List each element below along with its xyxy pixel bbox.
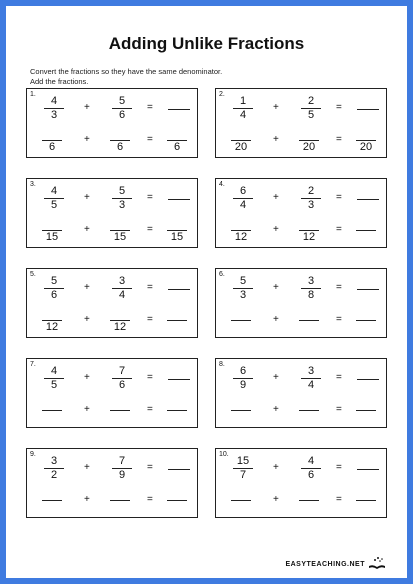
answer-fraction[interactable]: [166, 487, 188, 514]
numerator: 3: [307, 365, 315, 377]
answer-numerator-blank[interactable]: [41, 217, 63, 230]
answer-numerator-blank[interactable]: [230, 487, 252, 500]
answer-numerator-blank[interactable]: [355, 307, 377, 320]
fraction-b: [300, 185, 322, 212]
denominator: 3: [50, 109, 58, 121]
answer-numerator-blank[interactable]: [298, 127, 320, 140]
plus-sign: +: [273, 224, 279, 235]
answer-numerator-blank[interactable]: [355, 397, 377, 410]
plus-sign: +: [273, 192, 279, 203]
answer-numerator-blank[interactable]: [166, 127, 188, 140]
problem-number: 3.: [30, 181, 36, 188]
denominator: 4: [239, 109, 247, 121]
numerator: 2: [307, 95, 315, 107]
numerator: 2: [307, 185, 315, 197]
plus-sign: +: [84, 462, 90, 473]
plus-sign: +: [84, 192, 90, 203]
numerator: 3: [307, 275, 315, 287]
problem-number: 9.: [30, 451, 36, 458]
common-denominator: 12: [302, 231, 316, 243]
numerator: 4: [50, 95, 58, 107]
equals-sign: =: [336, 372, 342, 383]
fraction-a: [43, 365, 65, 392]
plus-sign: +: [84, 224, 90, 235]
denominator: 3: [239, 289, 247, 301]
worksheet-page: [6, 6, 407, 578]
common-denominator: [230, 321, 252, 334]
answer-numerator-blank[interactable]: [109, 217, 131, 230]
equals-sign: =: [147, 192, 153, 203]
denominator: 2: [50, 469, 58, 481]
answer-numerator-blank[interactable]: [41, 307, 63, 320]
answer-numerator-blank[interactable]: [166, 217, 188, 230]
problem-number: 2.: [219, 91, 225, 98]
fraction-b: [111, 455, 133, 482]
common-denominator: [109, 411, 131, 424]
common-denominator: 6: [116, 141, 124, 153]
plus-sign: +: [84, 404, 90, 415]
book-with-sparkles-icon: [367, 556, 387, 570]
equals-sign: =: [336, 462, 342, 473]
common-denominator: [298, 501, 320, 514]
plus-sign: +: [84, 102, 90, 113]
problem-number: 1.: [30, 91, 36, 98]
common-denominator: 15: [113, 231, 127, 243]
plus-sign: +: [273, 494, 279, 505]
answer-numerator-blank[interactable]: [166, 307, 188, 320]
fraction-a: [232, 185, 254, 212]
answer-fraction[interactable]: [230, 487, 252, 514]
plus-sign: +: [273, 372, 279, 383]
numerator: 1: [239, 95, 247, 107]
common-denominator: 20: [234, 141, 248, 153]
answer-numerator-blank[interactable]: [230, 397, 252, 410]
fraction-b: [300, 275, 322, 302]
equals-sign: =: [147, 462, 153, 473]
answer-fraction[interactable]: [355, 307, 377, 334]
equals-sign: =: [336, 494, 342, 505]
problem-box: [215, 268, 387, 338]
plus-sign: +: [273, 314, 279, 325]
numerator: 4: [307, 455, 315, 467]
answer-fraction[interactable]: [41, 217, 63, 244]
answer-fraction[interactable]: [166, 397, 188, 424]
numerator: 5: [239, 275, 247, 287]
common-denominator: [230, 411, 252, 424]
numerator: 4: [50, 185, 58, 197]
answer-fraction[interactable]: [41, 487, 63, 514]
common-denominator: 12: [113, 321, 127, 333]
fraction-a: [43, 185, 65, 212]
answer-line[interactable]: [168, 379, 190, 380]
plus-sign: +: [84, 314, 90, 325]
fraction-a: [232, 455, 254, 482]
plus-sign: +: [273, 404, 279, 415]
denominator: 9: [118, 469, 126, 481]
problem-number: 8.: [219, 361, 225, 368]
answer-line[interactable]: [357, 199, 379, 200]
fraction-a: [43, 275, 65, 302]
answer-numerator-blank[interactable]: [298, 307, 320, 320]
plus-sign: +: [84, 494, 90, 505]
common-denominator: [166, 411, 188, 424]
answer-fraction[interactable]: [166, 307, 188, 334]
answer-line[interactable]: [168, 109, 190, 110]
answer-fraction[interactable]: [109, 217, 131, 244]
denominator: 6: [50, 289, 58, 301]
answer-fraction[interactable]: [298, 487, 320, 514]
answer-numerator-blank[interactable]: [355, 127, 377, 140]
fraction-b: [300, 455, 322, 482]
answer-numerator-blank[interactable]: [109, 307, 131, 320]
answer-numerator-blank[interactable]: [166, 487, 188, 500]
answer-numerator-blank[interactable]: [230, 127, 252, 140]
equals-sign: =: [336, 192, 342, 203]
numerator: 5: [118, 95, 126, 107]
brand-logo-text: EASYTEACHING.NET: [285, 561, 365, 568]
numerator: 7: [118, 455, 126, 467]
common-denominator: 12: [234, 231, 248, 243]
answer-fraction[interactable]: [166, 217, 188, 244]
common-denominator: [355, 411, 377, 424]
equals-sign: =: [147, 224, 153, 235]
answer-fraction[interactable]: [230, 397, 252, 424]
answer-line[interactable]: [168, 469, 190, 470]
denominator: 6: [118, 109, 126, 121]
worksheet-title: Adding Unlike Fractions: [108, 34, 305, 53]
common-denominator: [109, 501, 131, 514]
answer-numerator-blank[interactable]: [109, 397, 131, 410]
problem-number: 10.: [219, 451, 229, 458]
numerator: 3: [50, 455, 58, 467]
fraction-a: [43, 95, 65, 122]
plus-sign: +: [273, 102, 279, 113]
plus-sign: +: [273, 462, 279, 473]
equals-sign: =: [336, 102, 342, 113]
common-denominator: 6: [173, 141, 181, 153]
problem-box: [26, 88, 198, 158]
answer-line[interactable]: [357, 379, 379, 380]
fraction-b: [111, 365, 133, 392]
equals-sign: =: [147, 314, 153, 325]
common-denominator: [41, 501, 63, 514]
plus-sign: +: [84, 372, 90, 383]
fraction-a: [232, 95, 254, 122]
problem-number: 6.: [219, 271, 225, 278]
denominator: 3: [307, 199, 315, 211]
numerator: 4: [50, 365, 58, 377]
denominator: 6: [307, 469, 315, 481]
answer-numerator-blank[interactable]: [298, 487, 320, 500]
instruction-line-1: Convert the fractions so they have the same denominator.: [30, 67, 223, 76]
equals-sign: =: [336, 404, 342, 415]
answer-numerator-blank[interactable]: [109, 127, 131, 140]
answer-numerator-blank[interactable]: [41, 127, 63, 140]
problem-box: [215, 88, 387, 158]
answer-fraction[interactable]: [355, 217, 377, 244]
answer-line[interactable]: [357, 289, 379, 290]
problem-box: [215, 178, 387, 248]
common-denominator: [41, 411, 63, 424]
answer-fraction[interactable]: [109, 397, 131, 424]
numerator: 15: [236, 455, 250, 467]
equals-sign: =: [147, 282, 153, 293]
common-denominator: 12: [45, 321, 59, 333]
instruction-line-2: Add the fractions.: [30, 77, 89, 86]
problem-box: [26, 268, 198, 338]
equals-sign: =: [336, 224, 342, 235]
equals-sign: =: [147, 372, 153, 383]
problem-box: [26, 178, 198, 248]
answer-fraction[interactable]: [41, 307, 63, 334]
fraction-b: [111, 275, 133, 302]
answer-fraction[interactable]: [166, 127, 188, 154]
denominator: 3: [118, 199, 126, 211]
equals-sign: =: [336, 314, 342, 325]
equals-sign: =: [147, 494, 153, 505]
numerator: 6: [239, 185, 247, 197]
answer-fraction[interactable]: [355, 487, 377, 514]
denominator: 8: [307, 289, 315, 301]
fraction-a: [43, 455, 65, 482]
answer-fraction[interactable]: [355, 397, 377, 424]
common-denominator: 15: [45, 231, 59, 243]
equals-sign: =: [147, 404, 153, 415]
problem-box: [215, 448, 387, 518]
fraction-a: [232, 365, 254, 392]
answer-fraction[interactable]: [298, 397, 320, 424]
answer-fraction[interactable]: [230, 217, 252, 244]
answer-fraction[interactable]: [298, 307, 320, 334]
answer-numerator-blank[interactable]: [166, 397, 188, 410]
plus-sign: +: [84, 134, 90, 145]
answer-fraction[interactable]: [109, 487, 131, 514]
denominator: 7: [239, 469, 247, 481]
denominator: 5: [307, 109, 315, 121]
plus-sign: +: [273, 282, 279, 293]
common-denominator: [298, 321, 320, 334]
answer-numerator-blank[interactable]: [41, 487, 63, 500]
equals-sign: =: [147, 134, 153, 145]
plus-sign: +: [84, 282, 90, 293]
fraction-a: [232, 275, 254, 302]
answer-line[interactable]: [168, 289, 190, 290]
fraction-b: [300, 365, 322, 392]
fraction-b: [300, 95, 322, 122]
equals-sign: =: [336, 282, 342, 293]
problem-box: [26, 448, 198, 518]
answer-numerator-blank[interactable]: [355, 487, 377, 500]
equals-sign: =: [147, 102, 153, 113]
common-denominator: 20: [359, 141, 373, 153]
denominator: 9: [239, 379, 247, 391]
common-denominator: 20: [302, 141, 316, 153]
common-denominator: [166, 321, 188, 334]
fraction-b: [111, 95, 133, 122]
common-denominator: [230, 501, 252, 514]
numerator: 7: [118, 365, 126, 377]
answer-fraction[interactable]: [230, 127, 252, 154]
problem-number: 4.: [219, 181, 225, 188]
answer-numerator-blank[interactable]: [298, 217, 320, 230]
common-denominator: 15: [170, 231, 184, 243]
answer-fraction[interactable]: [109, 127, 131, 154]
equals-sign: =: [336, 134, 342, 145]
problem-number: 7.: [30, 361, 36, 368]
problem-box: [215, 358, 387, 428]
problem-box: [26, 358, 198, 428]
plus-sign: +: [273, 134, 279, 145]
answer-fraction[interactable]: [355, 127, 377, 154]
answer-fraction[interactable]: [41, 397, 63, 424]
denominator: 6: [118, 379, 126, 391]
common-denominator: [355, 501, 377, 514]
denominator: 4: [307, 379, 315, 391]
common-denominator: 6: [48, 141, 56, 153]
answer-numerator-blank[interactable]: [230, 307, 252, 320]
numerator: 6: [239, 365, 247, 377]
numerator: 5: [118, 185, 126, 197]
common-denominator: [355, 231, 377, 244]
answer-numerator-blank[interactable]: [41, 397, 63, 410]
answer-line[interactable]: [357, 109, 379, 110]
denominator: 5: [50, 379, 58, 391]
answer-fraction[interactable]: [41, 127, 63, 154]
answer-numerator-blank[interactable]: [355, 217, 377, 230]
denominator: 5: [50, 199, 58, 211]
answer-numerator-blank[interactable]: [298, 397, 320, 410]
numerator: 3: [118, 275, 126, 287]
answer-fraction[interactable]: [298, 217, 320, 244]
denominator: 4: [239, 199, 247, 211]
answer-numerator-blank[interactable]: [109, 487, 131, 500]
numerator: 5: [50, 275, 58, 287]
denominator: 4: [118, 289, 126, 301]
common-denominator: [166, 501, 188, 514]
answer-fraction[interactable]: [230, 307, 252, 334]
common-denominator: [355, 321, 377, 334]
answer-numerator-blank[interactable]: [230, 217, 252, 230]
answer-fraction[interactable]: [109, 307, 131, 334]
fraction-b: [111, 185, 133, 212]
common-denominator: [298, 411, 320, 424]
problem-number: 5.: [30, 271, 36, 278]
answer-fraction[interactable]: [298, 127, 320, 154]
answer-line[interactable]: [168, 199, 190, 200]
answer-line[interactable]: [357, 469, 379, 470]
